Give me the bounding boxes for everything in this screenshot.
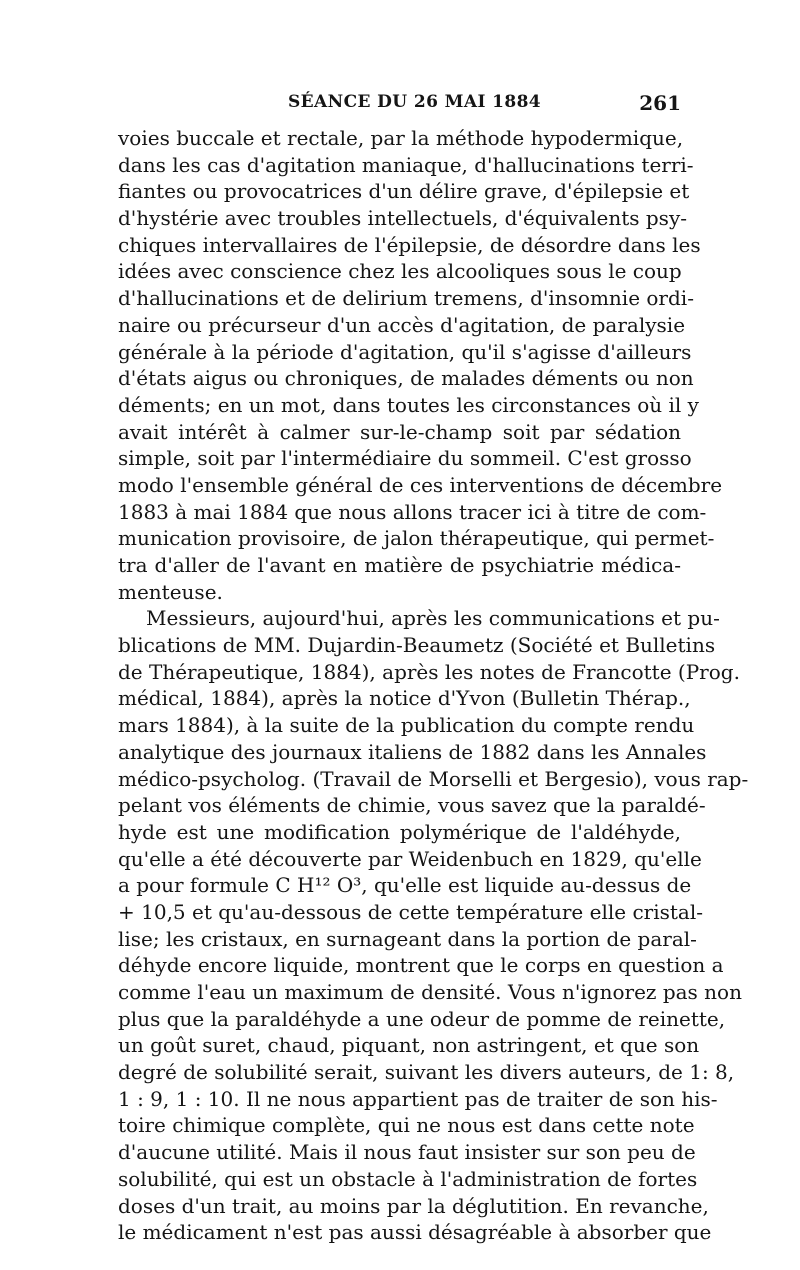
running-title: SÉANCE DU 26 MAI 1884 (288, 92, 542, 112)
text-line: degré de solubilité serait, suivant les divers auteurs, de 1: 8, (118, 1060, 735, 1085)
text-line: mars 1884), à la suite de la publication du compte rendu (118, 713, 695, 738)
text-line: analytique des journaux italiens de 1882 dans les Annales (118, 739, 707, 764)
paragraph-end-line: menteuse. (118, 579, 223, 604)
text-line: chiques intervallaires de l'épilepsie, de désordre dans les (118, 232, 701, 257)
text-line: pelant vos éléments de chimie, vous savez que la paraldé- (118, 793, 706, 818)
text-line: médical, 1884), après la notice d'Yvon (Bulletin Thérap., (118, 686, 691, 711)
text-line: blications de MM. Dujardin-Beaumetz (Société et Bulletins (118, 633, 716, 658)
text-line: 1 : 9, 1 : 10. Il ne nous appartient pas de traiter de son his- (118, 1086, 718, 1111)
text-line: de Thérapeutique, 1884), après les notes de Francotte (Prog. (118, 659, 740, 684)
text-line: comme l'eau un maximum de densité. Vous n'ignorez pas non (118, 980, 742, 1004)
page-number: 261 (639, 91, 681, 115)
text-line: d'hallucinations et de delirium tremens, d'insomnie ordi- (118, 286, 694, 311)
text-line: doses d'un trait, au moins par la déglutition. En revanche, (118, 1193, 709, 1218)
text-line: voies buccale et rectale, par la méthode hypodermique, (118, 126, 684, 150)
text-line: toire chimique complète, qui ne nous est dans cette note (118, 1113, 695, 1138)
text-line: fiantes ou provocatrices d'un délire grave, d'épilepsie et (118, 179, 690, 204)
text-line: hyde est une modification polymérique de l'aldéhyde, (118, 819, 681, 844)
text-line: a pour formule C H¹² O³, qu'elle est liquide au-dessus de (118, 873, 692, 898)
text-line: d'aucune utilité. Mais il nous faut insister sur son peu de (118, 1140, 696, 1165)
text-line: qu'elle a été découverte par Weidenbuch en 1829, qu'elle (118, 846, 702, 871)
text-line: avait intérêt à calmer sur-le-champ soit par sédation (118, 419, 681, 444)
text-line: d'états aigus ou chroniques, de malades déments ou non (118, 366, 694, 391)
text-line: dans les cas d'agitation maniaque, d'hallucinations terri- (118, 152, 694, 177)
text-line: déhyde encore liquide, montrent que le corps en question a (118, 953, 724, 978)
text-line: + 10,5 et qu'au-dessous de cette température elle cristal- (118, 899, 703, 924)
text-line: simple, soit par l'intermédiaire du sommeil. C'est grosso (118, 446, 692, 471)
text-line: générale à la période d'agitation, qu'il s'agisse d'ailleurs (118, 339, 692, 364)
text-line: déments; en un mot, dans toutes les circonstances où il y (118, 392, 699, 417)
text-line: d'hystérie avec troubles intellectuels, d'équivalents psy- (118, 206, 688, 231)
paragraph-start-line: Messieurs, aujourd'hui, après les communications et pu- (146, 606, 720, 631)
text-line: modo l'ensemble général de ces interventions de décembre (118, 472, 723, 497)
text-line: munication provisoire, de jalon thérapeutique, qui permet- (118, 526, 715, 551)
text-line: lise; les cristaux, en surnageant dans la portion de paral- (118, 926, 697, 951)
text-line: médico-psycholog. (Travail de Morselli et Bergesio), vous rap- (118, 766, 749, 791)
text-line: 1883 à mai 1884 que nous allons tracer ici à titre de com- (118, 499, 707, 524)
running-head (118, 92, 681, 118)
text-line: naire ou précurseur d'un accès d'agitation, de paralysie (118, 312, 686, 337)
text-line: idées avec conscience chez les alcooliques sous le coup (118, 259, 682, 284)
text-line: tra d'aller de l'avant en matière de psychiatrie médica- (118, 553, 681, 577)
body-text (118, 125, 749, 1246)
text-line: le médicament n'est pas aussi désagréable à absorber que (118, 1220, 712, 1245)
text-line: solubilité, qui est un obstacle à l'administration de fortes (118, 1166, 698, 1191)
text-line: un goût suret, chaud, piquant, non astringent, et que son (118, 1033, 700, 1058)
text-line: plus que la paraldéhyde a une odeur de pomme de reinette, (118, 1006, 726, 1031)
